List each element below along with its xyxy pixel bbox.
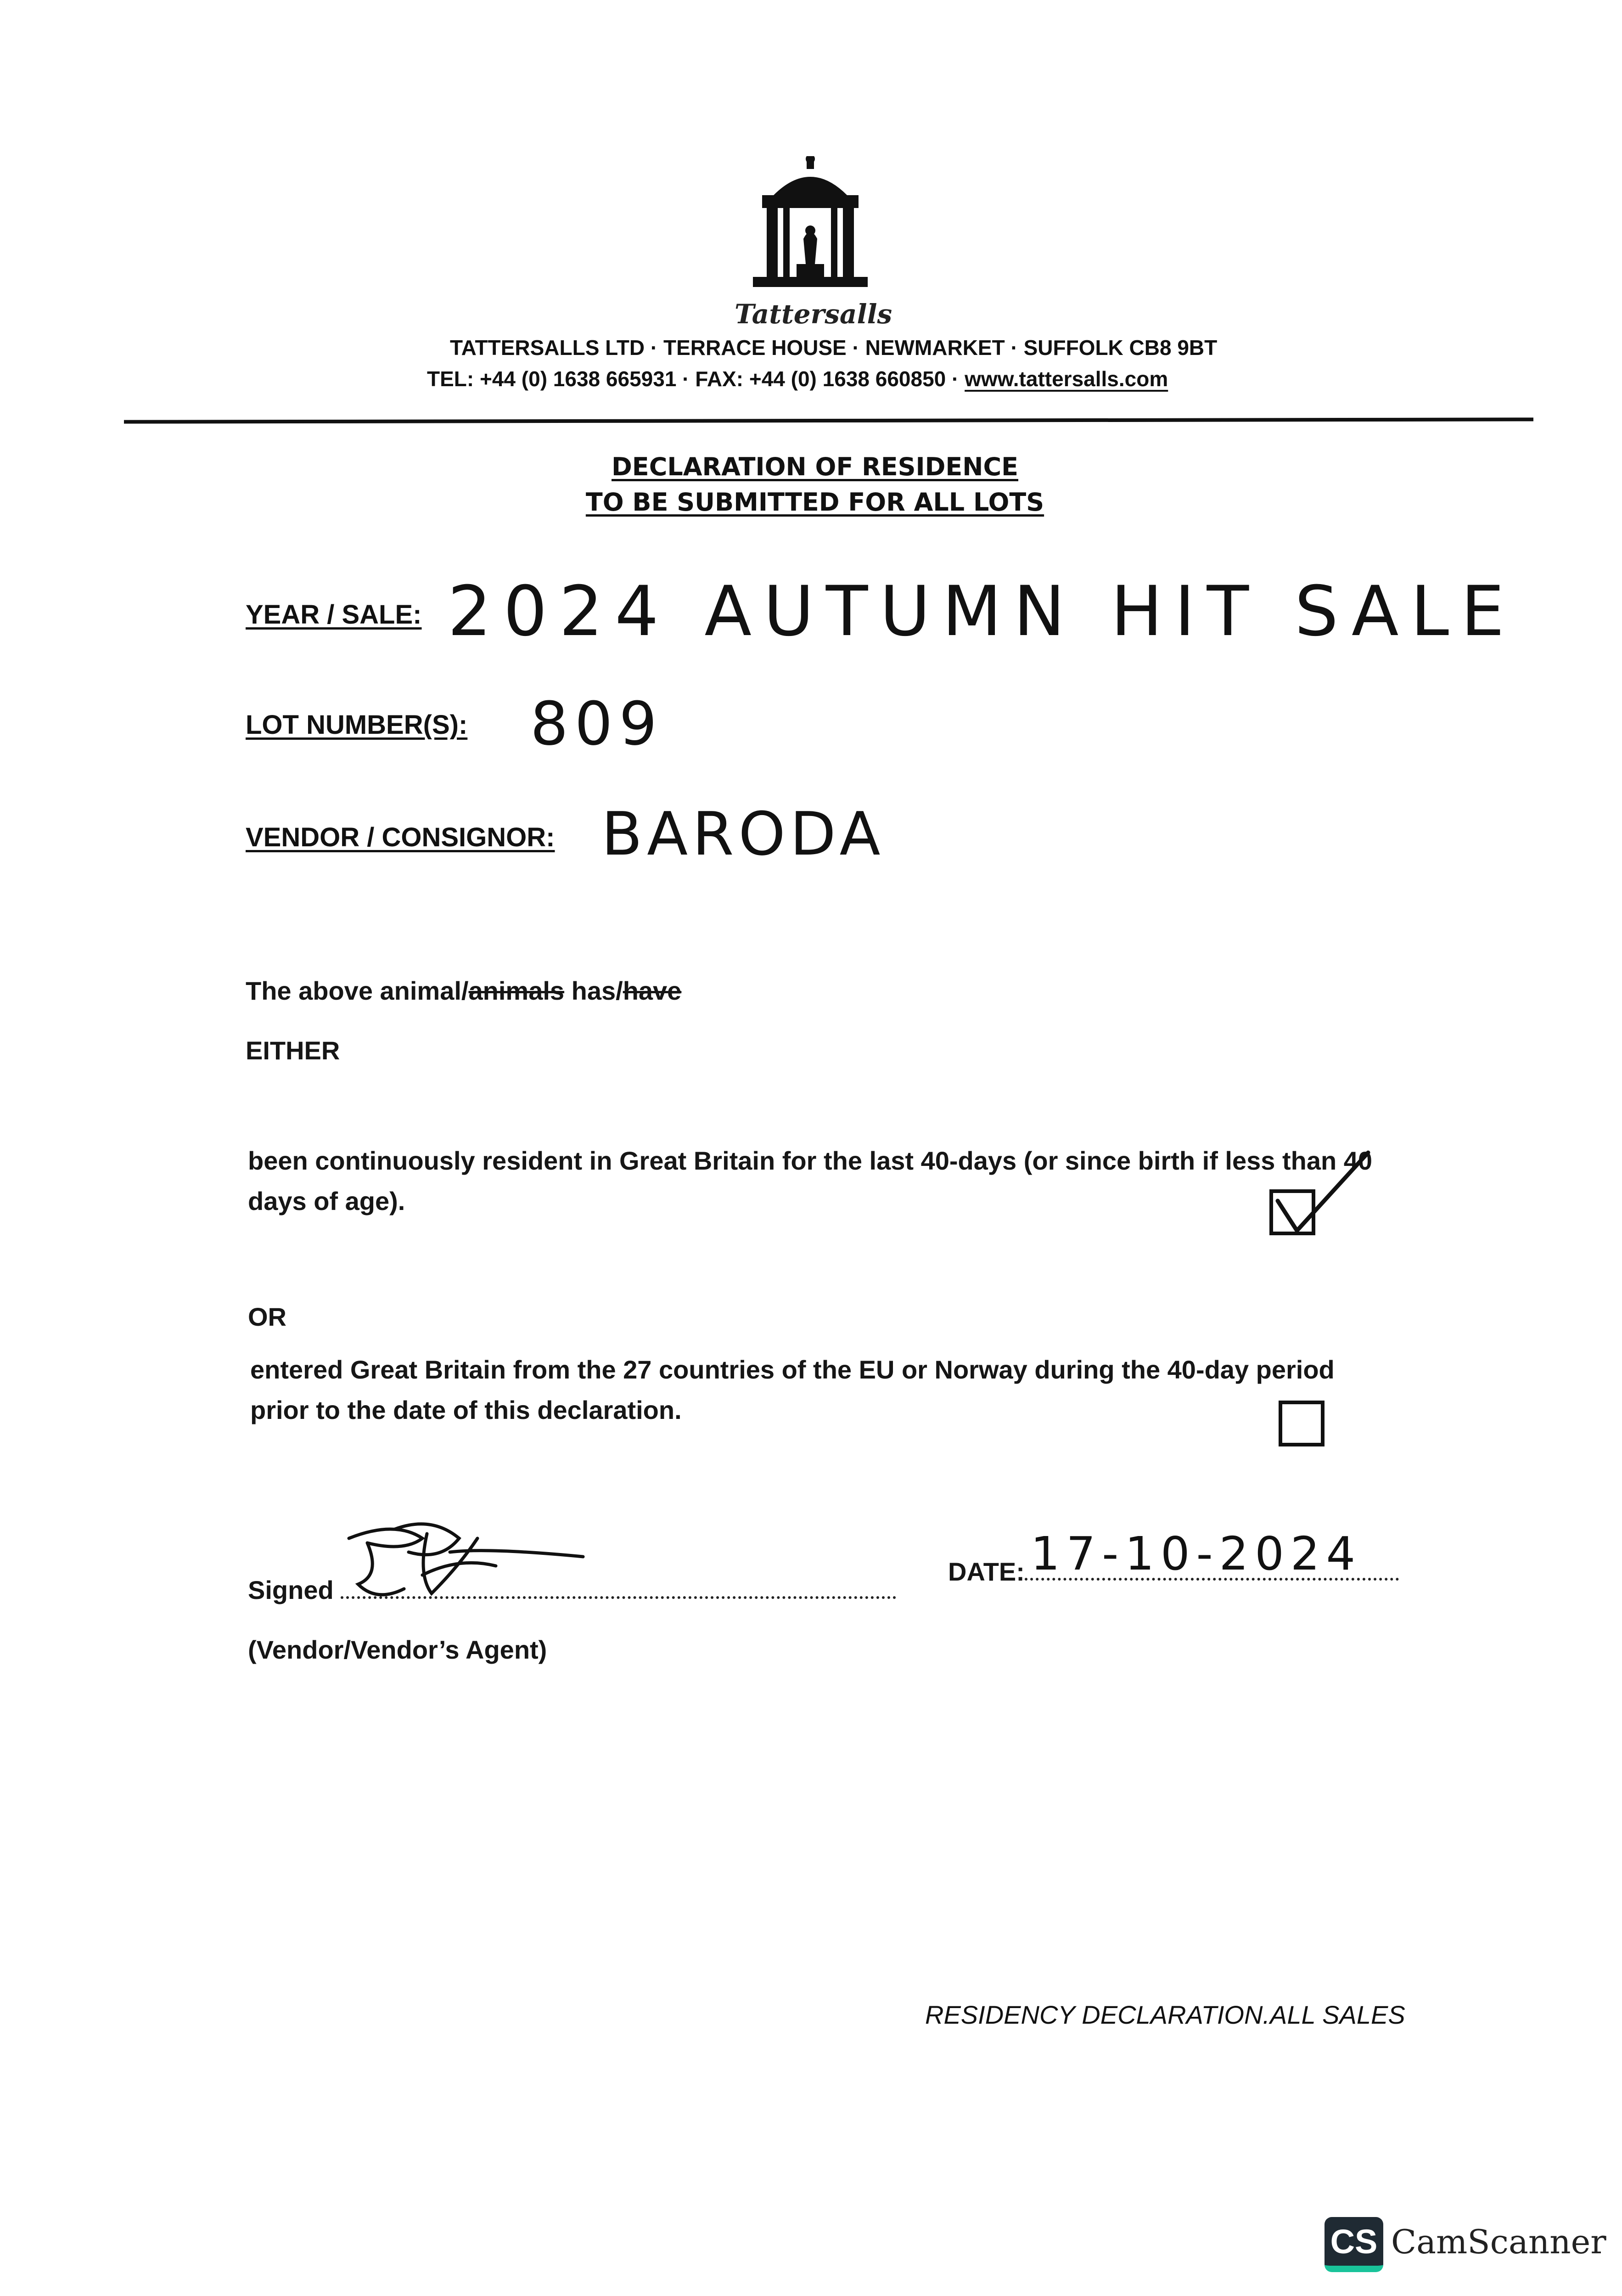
form-name: RESIDENCY DECLARATION.ALL SALES bbox=[925, 2000, 1405, 2029]
option2-line1: entered Great Britain from the 27 countries of the EU or Norway during the 40-day period bbox=[250, 1355, 1335, 1384]
website-link[interactable]: www.tattersalls.com bbox=[965, 367, 1168, 391]
contact-details: TEL: +44 (0) 1638 665931 · FAX: +44 (0) 1638 660850 · bbox=[427, 367, 965, 391]
brand-name: Tattersalls bbox=[735, 298, 892, 330]
year-sale-label: YEAR / SALE: bbox=[246, 600, 422, 630]
option1-line2: days of age). bbox=[248, 1187, 405, 1216]
signed-label: Signed bbox=[248, 1576, 334, 1604]
tattersalls-logo-icon bbox=[748, 156, 872, 294]
option1-line1: been continuously resident in Great Britain for the last 40-days (or since birth if less than 40 bbox=[248, 1146, 1373, 1175]
date-value[interactable]: 17-10-2024 bbox=[1031, 1527, 1362, 1581]
statement-intro bbox=[246, 969, 681, 1013]
option2-checkbox[interactable] bbox=[1279, 1401, 1325, 1446]
signer-role: (Vendor/Vendor’s Agent) bbox=[248, 1635, 547, 1664]
handwritten-signature bbox=[340, 1511, 597, 1616]
statement-middle: has/ bbox=[564, 976, 623, 1005]
struck-animals: animals bbox=[468, 976, 565, 1005]
date-label: DATE: bbox=[948, 1557, 1025, 1586]
form-title: DECLARATION OF RESIDENCE bbox=[611, 452, 1019, 481]
camscanner-wordmark: CamScanner bbox=[1391, 2223, 1606, 2261]
company-address: TATTERSALLS LTD · TERRACE HOUSE · NEWMARKET · SUFFOLK CB8 9BT bbox=[450, 336, 1218, 360]
form-subtitle: TO BE SUBMITTED FOR ALL LOTS bbox=[585, 488, 1044, 517]
vendor-consignor-label: VENDOR / CONSIGNOR: bbox=[246, 822, 555, 852]
struck-have: have bbox=[623, 976, 682, 1005]
option2-line2: prior to the date of this declaration. bbox=[250, 1396, 682, 1424]
camscanner-badge bbox=[1325, 2217, 1383, 2272]
either-heading: EITHER bbox=[246, 1036, 340, 1065]
lot-number-label: LOT NUMBER(S): bbox=[246, 710, 468, 740]
vendor-consignor-value[interactable]: BARODA bbox=[601, 799, 885, 869]
lot-number-value[interactable]: 809 bbox=[530, 689, 664, 759]
or-heading: OR bbox=[248, 1302, 286, 1331]
year-sale-value[interactable]: 2024 AUTUMN HIT SALE bbox=[448, 572, 1516, 652]
contact-line bbox=[427, 366, 1168, 391]
header-rule bbox=[124, 417, 1533, 423]
checkmark-icon bbox=[1265, 1139, 1403, 1244]
statement-prefix: The above animal/ bbox=[246, 976, 469, 1005]
camscanner-badge-text: CS bbox=[1330, 2223, 1378, 2261]
